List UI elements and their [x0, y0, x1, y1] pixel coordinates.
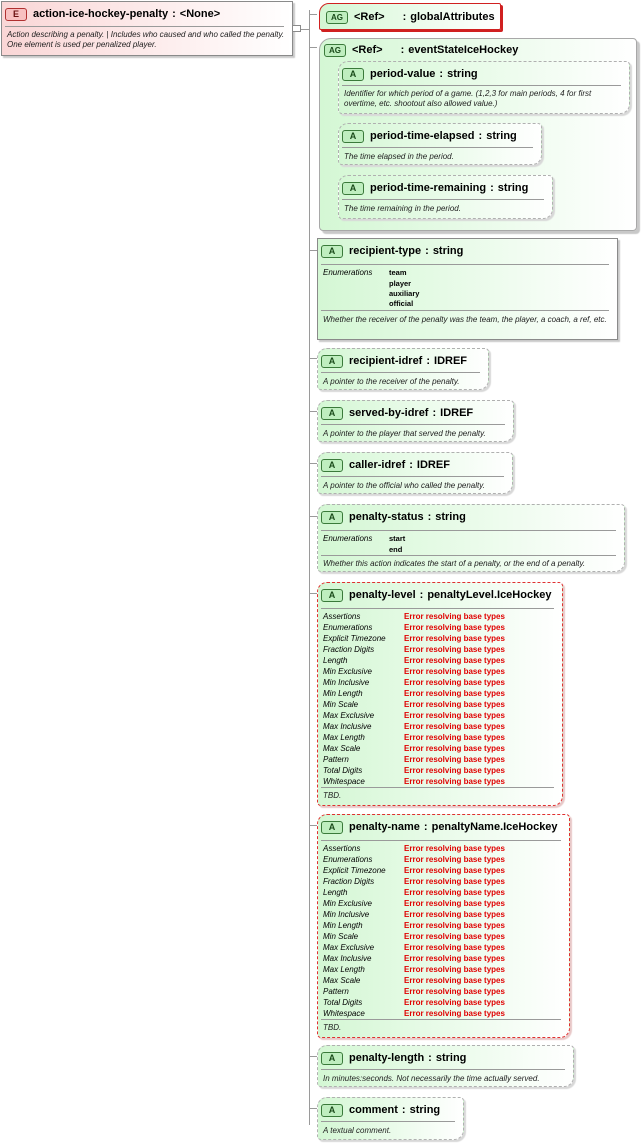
attribute-name: penalty-length	[349, 1052, 425, 1064]
ref-label: <Ref>	[352, 44, 383, 56]
attribute-icon: A	[321, 1104, 343, 1117]
element-doc: Action describing a penalty. | Includes who caused and who called the penalty. One element is used per penalized player.	[7, 30, 285, 49]
facet-label: Whitespace	[323, 777, 365, 786]
attribute-group-icon: AG	[324, 44, 346, 57]
separator	[321, 264, 609, 265]
attribute-period-time-elapsed[interactable]	[338, 123, 542, 165]
attribute-penalty-level[interactable]	[317, 582, 563, 806]
connector-tick	[309, 825, 317, 826]
attribute-name: period-time-elapsed	[370, 130, 475, 142]
attribute-header	[321, 456, 450, 474]
separator	[321, 476, 504, 477]
global-ref-name: globalAttributes	[410, 11, 495, 23]
connector-tick	[309, 358, 317, 359]
attribute-name: served-by-idref	[349, 407, 429, 419]
facet-label: Enumerations	[323, 855, 373, 864]
attribute-doc: A textual comment.	[323, 1126, 392, 1135]
separator	[321, 1019, 561, 1020]
element-type: <None>	[179, 8, 221, 20]
enumerations-label: Enumerations	[323, 268, 373, 277]
facet-error: Error resolving base types	[404, 866, 505, 875]
enum-value: official	[389, 299, 414, 308]
facet-label: Fraction Digits	[323, 877, 375, 886]
facet-label: Assertions	[323, 612, 361, 621]
colon: :	[401, 1104, 406, 1116]
facet-error: Error resolving base types	[404, 932, 505, 941]
connector-tick	[309, 1056, 317, 1057]
facet-label: Min Length	[323, 921, 363, 930]
attribute-icon: A	[321, 1052, 343, 1065]
enumeration-table	[323, 533, 405, 554]
attribute-header	[321, 352, 467, 370]
enum-value: auxiliary	[389, 289, 420, 298]
facet-label: Min Exclusive	[323, 667, 372, 676]
separator	[321, 840, 561, 841]
enum-value: team	[389, 268, 407, 277]
colon: :	[439, 68, 444, 80]
facet-label: Fraction Digits	[323, 645, 375, 654]
attribute-name: caller-idref	[349, 459, 406, 471]
facet-error: Error resolving base types	[404, 700, 505, 709]
facet-error: Error resolving base types	[404, 744, 505, 753]
facet-error: Error resolving base types	[404, 998, 505, 1007]
facet-table	[323, 611, 505, 787]
connector-tick	[309, 250, 317, 251]
enum-value: end	[389, 545, 403, 554]
facet-error: Error resolving base types	[404, 888, 505, 897]
attribute-header	[321, 586, 551, 604]
attribute-caller-idref[interactable]	[317, 452, 513, 494]
facet-label: Total Digits	[323, 766, 363, 775]
attribute-type: string	[447, 68, 478, 80]
colon: :	[426, 355, 431, 367]
facet-error: Error resolving base types	[404, 844, 505, 853]
colon: :	[490, 182, 494, 194]
facet-error: Error resolving base types	[404, 645, 505, 654]
colon: :	[425, 245, 429, 257]
attribute-icon: A	[321, 589, 343, 602]
element-colon: :	[172, 8, 176, 20]
connector-tick	[309, 593, 317, 594]
attribute-penalty-status[interactable]	[317, 504, 625, 572]
facet-label: Explicit Timezone	[323, 634, 386, 643]
event-state-header	[324, 41, 518, 59]
attribute-header	[321, 242, 463, 260]
attribute-type: string	[435, 511, 466, 523]
attribute-doc: Whether this action indicates the start of a penalty, or the end of a penalty.	[323, 559, 586, 568]
attribute-name: comment	[349, 1104, 398, 1116]
separator	[321, 1121, 455, 1122]
attribute-header	[321, 1101, 440, 1119]
attribute-name: penalty-name	[349, 821, 420, 833]
attribute-type: IDREF	[434, 355, 468, 367]
colon: :	[423, 821, 428, 833]
facet-label: Max Exclusive	[323, 711, 375, 720]
attribute-recipient-type[interactable]	[317, 238, 618, 340]
attribute-type: string	[486, 130, 517, 142]
facet-error: Error resolving base types	[404, 921, 505, 930]
attribute-icon: A	[321, 511, 343, 524]
colon: :	[428, 1052, 432, 1064]
attribute-icon: A	[321, 821, 343, 834]
attribute-doc: In minutes:seconds. Not necessarily the time actually served.	[323, 1074, 540, 1083]
facet-error: Error resolving base types	[404, 733, 505, 742]
attribute-header	[342, 179, 528, 197]
attribute-type: IDREF	[416, 459, 450, 471]
attribute-doc: The time elapsed in the period.	[344, 152, 454, 161]
facet-error: Error resolving base types	[404, 711, 505, 720]
colon: :	[427, 511, 432, 523]
facet-label: Assertions	[323, 844, 361, 853]
facet-error: Error resolving base types	[404, 656, 505, 665]
separator	[321, 530, 616, 531]
root-element-header	[5, 5, 220, 23]
attribute-doc: Whether the receiver of the penalty was the team, the player, a coach, a ref, etc.	[323, 315, 607, 324]
facet-error: Error resolving base types	[404, 634, 505, 643]
attribute-type: string	[432, 245, 464, 257]
facet-label: Max Exclusive	[323, 943, 375, 952]
facet-error: Error resolving base types	[404, 954, 505, 963]
attribute-doc: Identifier for which period of a game. (1,2,3 for main periods, 4 for first overtime, etc. shootout also allowed value.)	[344, 89, 592, 108]
separator	[342, 147, 533, 148]
facet-label: Pattern	[323, 755, 349, 764]
connector-tick	[309, 463, 317, 464]
facet-label: Explicit Timezone	[323, 866, 386, 875]
facet-table	[323, 843, 505, 1019]
attribute-name: period-time-remaining	[370, 182, 487, 194]
attribute-name: penalty-level	[349, 589, 416, 601]
attribute-header	[321, 818, 558, 836]
separator	[5, 26, 284, 27]
facet-error: Error resolving base types	[404, 855, 505, 864]
attribute-icon: A	[342, 182, 364, 195]
facet-label: Min Length	[323, 689, 363, 698]
attribute-period-value[interactable]	[338, 61, 630, 114]
facet-error: Error resolving base types	[404, 766, 505, 775]
facet-error: Error resolving base types	[404, 755, 505, 764]
facet-label: Max Length	[323, 733, 365, 742]
attribute-header	[321, 404, 473, 422]
attribute-recipient-idref[interactable]	[317, 348, 489, 390]
attribute-doc: TBD.	[323, 1023, 342, 1032]
connector-tick	[309, 516, 317, 517]
facet-label: Min Scale	[323, 700, 359, 709]
attribute-header	[342, 127, 517, 145]
attribute-icon: A	[321, 459, 343, 472]
facet-error: Error resolving base types	[404, 976, 505, 985]
separator	[321, 372, 480, 373]
facet-error: Error resolving base types	[404, 689, 505, 698]
connector-tick	[309, 1108, 317, 1109]
attribute-name: recipient-idref	[349, 355, 423, 367]
facet-label: Pattern	[323, 987, 349, 996]
attribute-penalty-name[interactable]	[317, 814, 570, 1038]
connector-tick	[309, 411, 317, 412]
attribute-icon: A	[321, 355, 343, 368]
attribute-header	[321, 508, 466, 526]
enum-value: player	[389, 279, 412, 288]
separator	[321, 608, 554, 609]
enum-value: start	[389, 534, 406, 543]
attribute-type: string	[409, 1104, 441, 1116]
attribute-type: penaltyName.IceHockey	[431, 821, 558, 833]
facet-error: Error resolving base types	[404, 910, 505, 919]
attribute-period-time-remaining[interactable]	[338, 175, 553, 219]
connector-tick	[309, 14, 317, 15]
attribute-name: period-value	[370, 68, 436, 80]
facet-label: Min Exclusive	[323, 899, 372, 908]
sequence-connector-icon	[292, 25, 301, 32]
facet-label: Total Digits	[323, 998, 363, 1007]
facet-error: Error resolving base types	[404, 943, 505, 952]
attribute-icon: A	[321, 407, 343, 420]
facet-error: Error resolving base types	[404, 667, 505, 676]
colon: :	[402, 11, 407, 23]
facet-error: Error resolving base types	[404, 722, 505, 731]
attribute-header	[342, 65, 478, 83]
attribute-doc: A pointer to the official who called the penalty.	[323, 481, 485, 490]
facet-error: Error resolving base types	[404, 777, 505, 786]
enumeration-table	[323, 267, 419, 308]
separator	[321, 787, 554, 788]
attribute-doc: A pointer to the receiver of the penalty.	[323, 377, 460, 386]
attribute-comment[interactable]	[317, 1097, 464, 1140]
colon: :	[419, 589, 424, 601]
facet-error: Error resolving base types	[404, 877, 505, 886]
global-ref-header	[326, 8, 495, 26]
facet-label: Max Scale	[323, 976, 361, 985]
facet-label: Min Inclusive	[323, 678, 370, 687]
connector-tick	[309, 47, 317, 48]
facet-label: Enumerations	[323, 623, 373, 632]
attribute-type: penaltyLevel.IceHockey	[427, 589, 552, 601]
attribute-header	[321, 1049, 466, 1067]
separator	[342, 85, 621, 86]
attribute-name: recipient-type	[349, 245, 422, 257]
facet-error: Error resolving base types	[404, 987, 505, 996]
colon: :	[409, 459, 413, 471]
colon: :	[400, 44, 405, 56]
facet-error: Error resolving base types	[404, 1009, 505, 1018]
connector-trunk	[309, 10, 310, 1125]
separator	[321, 555, 616, 556]
attribute-type: string	[435, 1052, 467, 1064]
ref-label: <Ref>	[354, 11, 385, 23]
facet-label: Max Inclusive	[323, 722, 372, 731]
attribute-doc: A pointer to the player that served the penalty.	[323, 429, 486, 438]
attribute-doc: TBD.	[323, 791, 342, 800]
separator	[342, 199, 544, 200]
facet-label: Min Scale	[323, 932, 359, 941]
facet-label: Length	[323, 656, 348, 665]
facet-label: Min Inclusive	[323, 910, 370, 919]
enumerations-label: Enumerations	[323, 534, 373, 543]
attribute-type: string	[497, 182, 529, 194]
attribute-group-icon: AG	[326, 11, 348, 24]
colon: :	[478, 130, 483, 142]
colon: :	[432, 407, 437, 419]
separator	[321, 310, 609, 311]
attribute-icon: A	[342, 68, 364, 81]
facet-error: Error resolving base types	[404, 899, 505, 908]
facet-label: Length	[323, 888, 348, 897]
facet-error: Error resolving base types	[404, 612, 505, 621]
facet-error: Error resolving base types	[404, 678, 505, 687]
attribute-icon: A	[342, 130, 364, 143]
facet-label: Max Inclusive	[323, 954, 372, 963]
element-icon: E	[5, 8, 27, 21]
global-attributes-ref[interactable]	[319, 3, 501, 30]
attribute-name: penalty-status	[349, 511, 424, 523]
facet-error: Error resolving base types	[404, 965, 505, 974]
attribute-type: IDREF	[440, 407, 474, 419]
facet-label: Max Scale	[323, 744, 361, 753]
attribute-served-by-idref[interactable]	[317, 400, 514, 442]
facet-error: Error resolving base types	[404, 623, 505, 632]
attribute-penalty-length[interactable]	[317, 1045, 574, 1087]
attribute-icon: A	[321, 245, 343, 258]
separator	[321, 424, 505, 425]
attribute-doc: The time remaining in the period.	[344, 204, 461, 213]
separator	[321, 1069, 565, 1070]
event-ref-name: eventStateIceHockey	[408, 44, 519, 56]
facet-label: Max Length	[323, 965, 365, 974]
root-element-box[interactable]	[1, 1, 293, 56]
facet-label: Whitespace	[323, 1009, 365, 1018]
element-title: action-ice-hockey-penalty	[33, 8, 169, 20]
